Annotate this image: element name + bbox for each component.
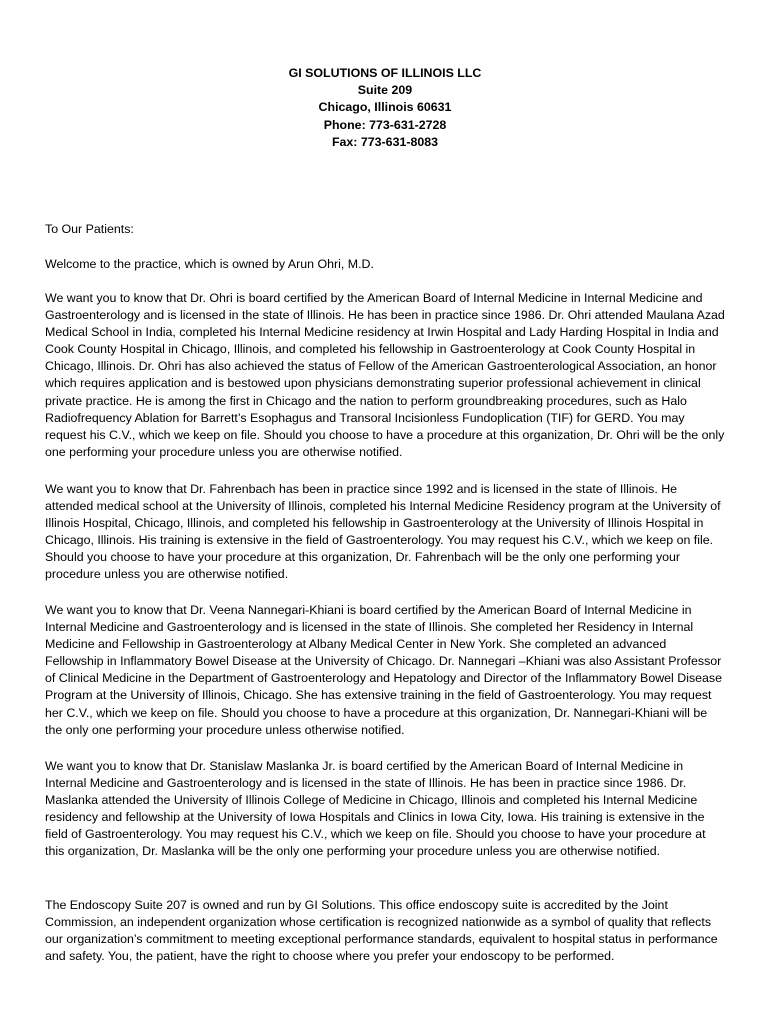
- letterhead: [0, 65, 770, 151]
- welcome-line: [45, 256, 725, 273]
- suite-line: Suite 209: [357, 83, 413, 98]
- salutation-text: To Our Patients:: [45, 222, 134, 236]
- paragraph-text: We want you to know that Dr. Fahrenbach has been in practice since 1992 and is licensed in the state of Illinois. He attended medical school at the University of Illinois, completed his Internal Medicine Residency program at the University of Illinois Hospital, Chicago, Illinois, and completed his fellowship in Gastroenterology at the University of Illinois Hospital in Chicago, Illinois. His training is extensive in the field of Gastroenterology. You may request his C.V., which we keep on file. Should you choose to have your procedure at this organization, Dr. Fahrenbach will be the only one performing your procedure unless you are otherwise notified.: [45, 482, 721, 582]
- paragraph-dr-fahrenbach: [45, 481, 725, 584]
- city-line: Chicago, Illinois 60631: [318, 100, 452, 115]
- phone-line: Phone: 773-631-2728: [323, 117, 447, 132]
- paragraph-text: The Endoscopy Suite 207 is owned and run by GI Solutions. This office endoscopy suite is accredited by the Joint Commission, an independent organization whose certification is recognized nationwide as a symbol of quality that reflects our organization’s commitment to meeting exceptional performance standards, equivalent to hospital status in performance and safety. You, the patient, have the right to choose where you prefer your endoscopy to be performed.: [45, 898, 718, 964]
- fax-line: Fax: 773-631-8083: [331, 134, 439, 149]
- paragraph-endoscopy-suite: [45, 897, 725, 965]
- welcome-text: Welcome to the practice, which is owned by Arun Ohri, M.D.: [45, 257, 374, 271]
- paragraph-dr-nannegari-khiani: [45, 602, 725, 739]
- salutation: [45, 221, 725, 238]
- paragraph-dr-ohri: [45, 290, 725, 461]
- paragraph-text: We want you to know that Dr. Veena Nannegari-Khiani is board certified by the American Board of Internal Medicine in Internal Medicine and Gastroenterology and is licensed in the state of Illinois. She completed her Residency in Internal Medicine and Fellowship in Gastroenterology at Albany Medical Center in New York. She completed an advanced Fellowship in Inflammatory Bowel Disease at the University of Chicago. Dr. Nannegari –Khiani was also Assistant Professor of Clinical Medicine in the Department of Gastroenterology and Hepatology and Director of the Inflammatory Bowel Disease Program at the University of Illinois, Chicago. She has extensive training in the field of Gastroenterology. You may request her C.V., which we keep on file. Should you choose to have a procedure at this organization, Dr. Nannegari-Khiani will be the only one performing your procedure unless otherwise notified.: [45, 603, 723, 737]
- paragraph-dr-maslanka: [45, 758, 725, 861]
- paragraph-text: We want you to know that Dr. Ohri is board certified by the American Board of Internal Medicine in Internal Medicine and Gastroenterology and is licensed in the state of Illinois. He has been in practice since 1986. Dr. Ohri attended Maulana Azad Medical School in India, completed his Internal Medicine residency at Irwin Hospital and Lady Harding Hospital in India and Cook County Hospital in Chicago, Illinois, and completed his fellowship in Gastroenterology at Cook County Hospital in Chicago, Illinois. Dr. Ohri has also achieved the status of Fellow of the American Gastroenterological Association, an honor which requires application and is bestowed upon physicians demonstrating superior professional achievement in clinical private practice. He is among the first in Chicago and the nation to perform groundbreaking procedures, such as Halo Radiofrequency Ablation for Barrett’s Esophagus and Transoral Incisionless Fundoplication (TIF) for GERD. You may request his C.V., which we keep on file. Should you choose to have a procedure at this organization, Dr. Ohri will be the only one performing your procedure unless you are otherwise notified.: [45, 291, 725, 459]
- company-name: GI SOLUTIONS OF ILLINOIS LLC: [288, 66, 482, 80]
- paragraph-text: We want you to know that Dr. Stanislaw Maslanka Jr. is board certified by the American Board of Internal Medicine in Internal Medicine and Gastroenterology and is licensed in the state of Illinois. He has been in practice since 1986. Dr. Maslanka attended the University of Illinois College of Medicine in Chicago, Illinois and completed his Internal Medicine residency and fellowship at the University of Iowa Hospitals and Clinics in Iowa City, Iowa. His training is extensive in the field of Gastroenterology. You may request his C.V., which we keep on file. Should you choose to have your procedure at this organization, Dr. Maslanka will be the only one performing your procedure unless you are otherwise notified.: [45, 759, 706, 859]
